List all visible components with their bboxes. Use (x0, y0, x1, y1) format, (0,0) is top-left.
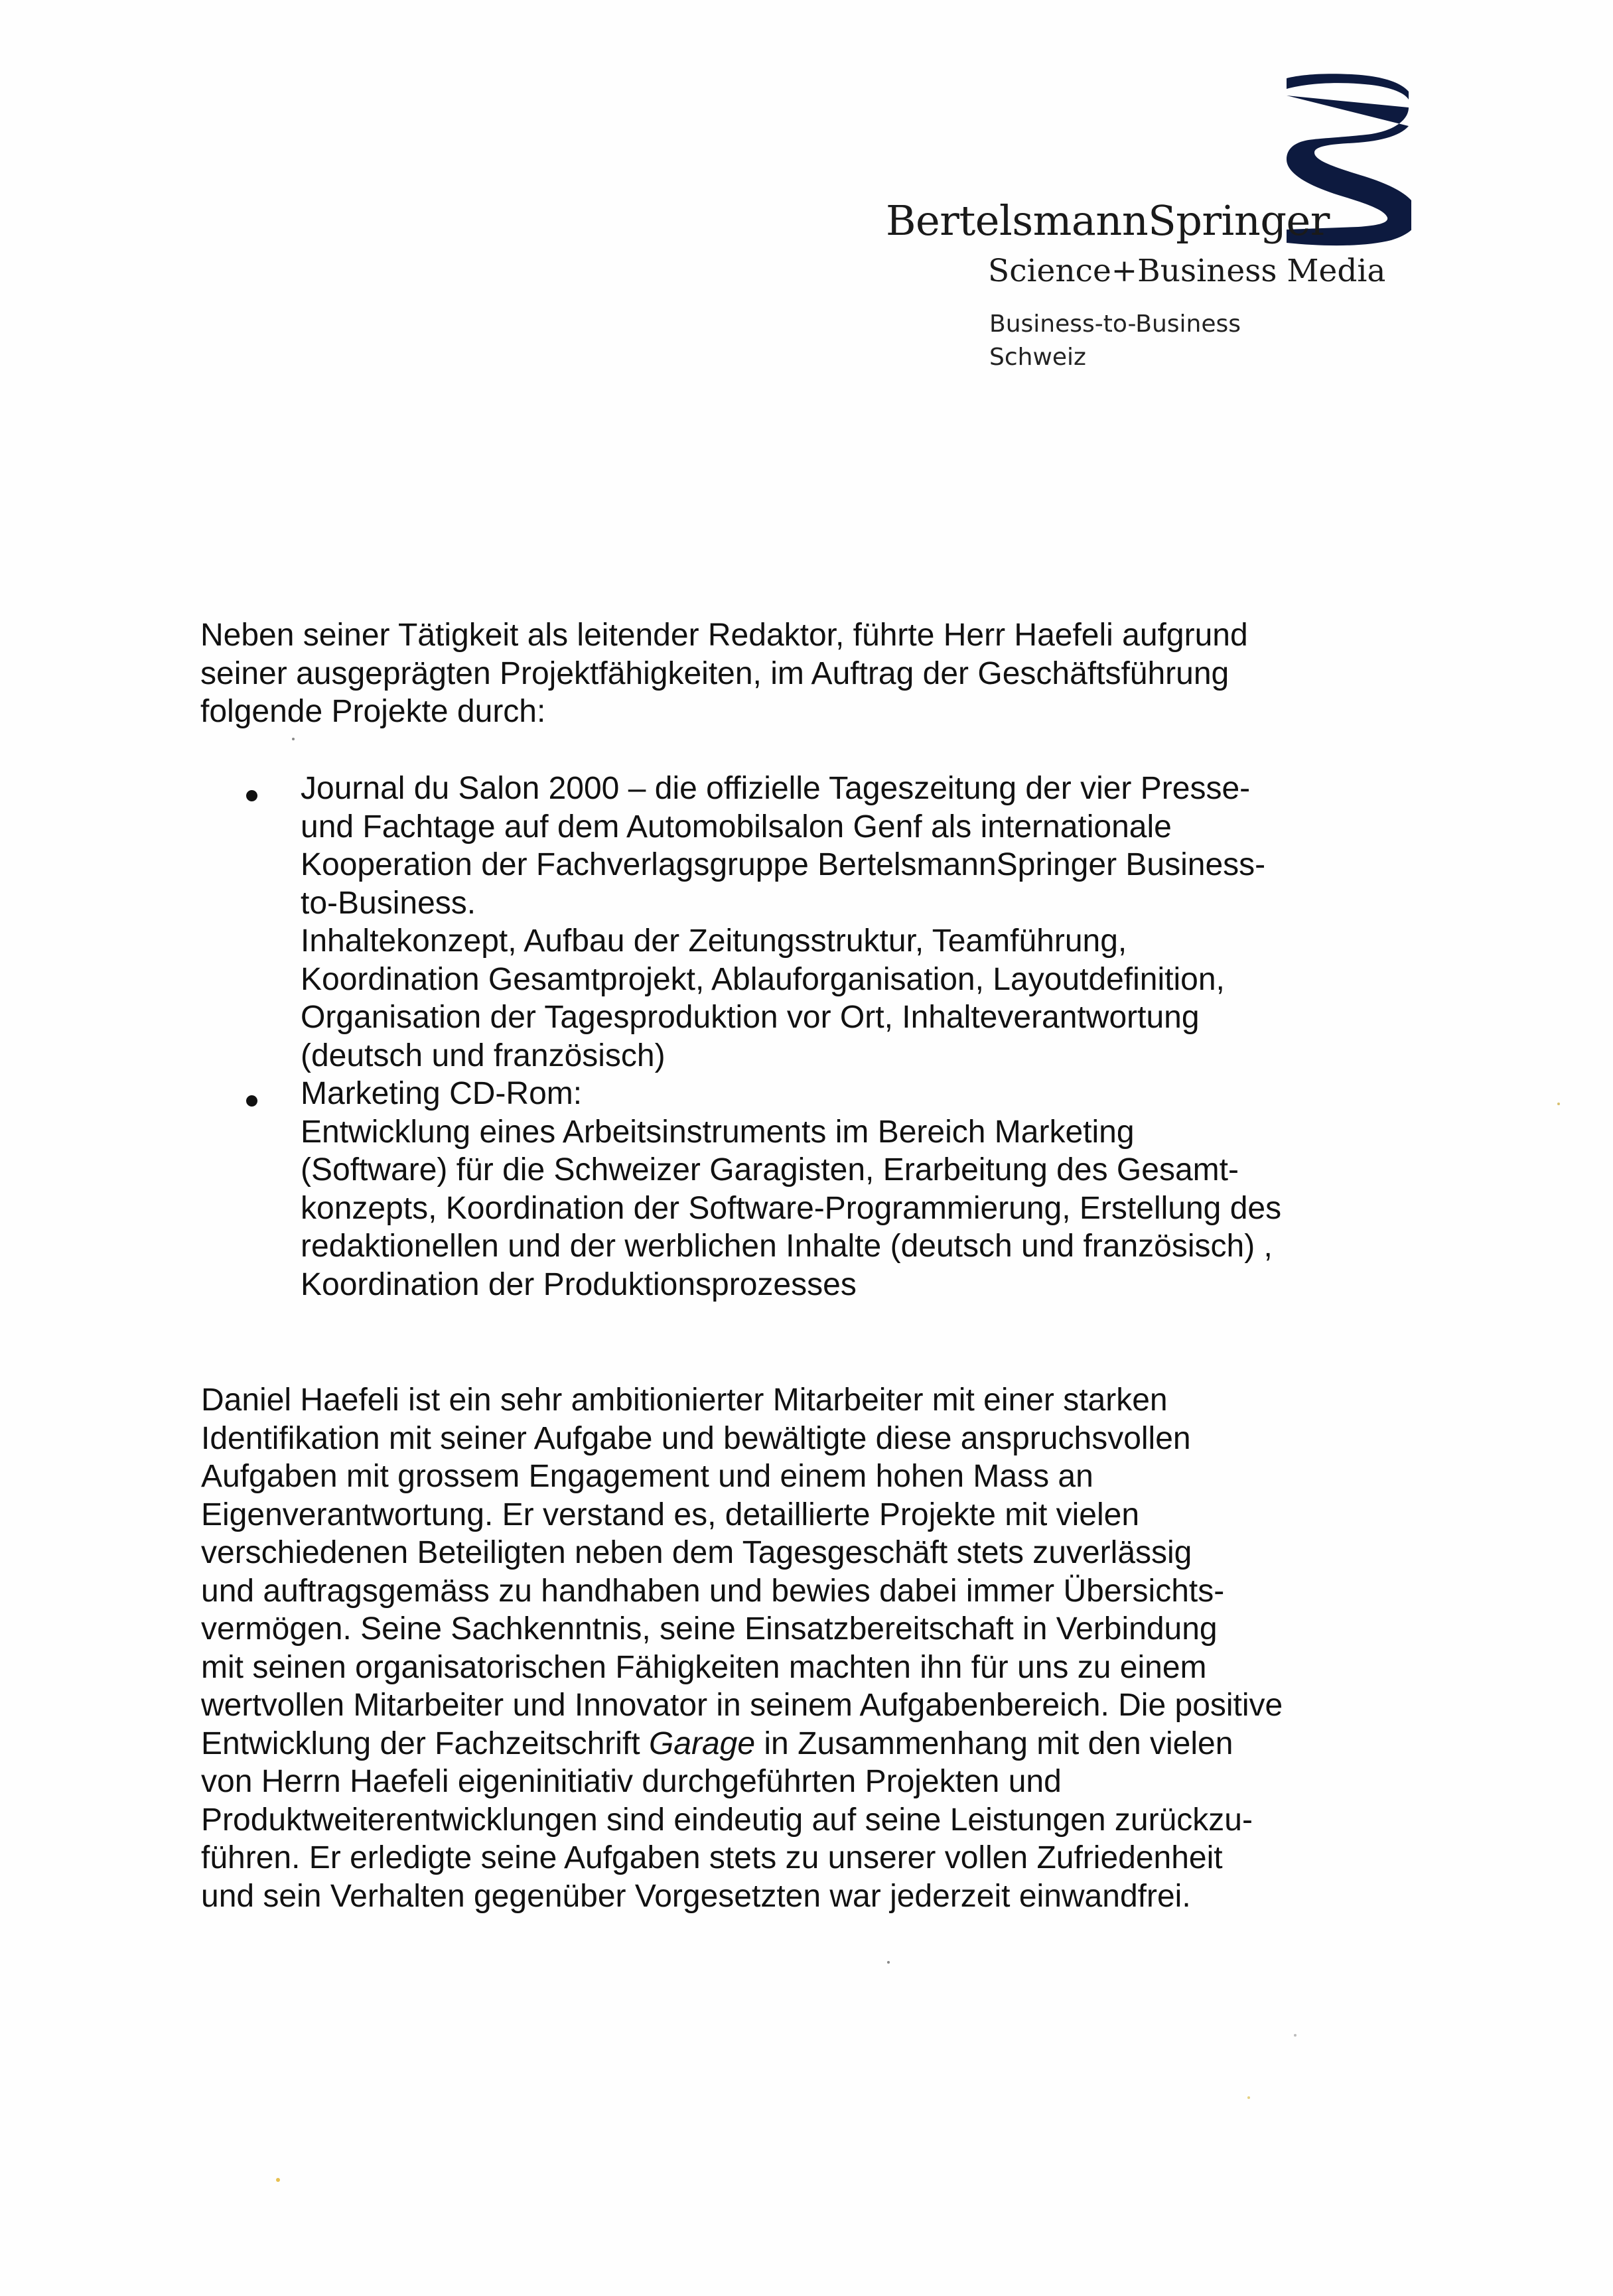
assessment-line: Daniel Haefeli ist ein sehr ambitionierter Mitarbeiter mit einer starken (201, 1383, 1168, 1418)
magazine-line-start: Entwicklung der Fachzeitschrift (201, 1725, 649, 1761)
assessment-line: und auftragsgemäss zu handhaben und bewies dabei immer Übersichts- (201, 1573, 1225, 1609)
scan-speck (276, 2178, 280, 2182)
project-line: Koordination der Produktionsprozesses (301, 1266, 857, 1302)
business-unit-line: Business-to-Business (989, 310, 1241, 338)
magazine-name: Garage (648, 1725, 756, 1761)
project-line: Entwicklung eines Arbeitsinstruments im Bereich Marketing (301, 1114, 1135, 1150)
brand-subline: Science+Business Media (988, 253, 1386, 289)
assessment-line: vermögen. Seine Sachkenntnis, seine Einsatzbereitschaft in Verbindung (201, 1611, 1218, 1647)
assessment-line: Eigenverantwortung. Er verstand es, detaillierte Projekte mit vielen (201, 1497, 1140, 1532)
project-line: Inhaltekonzept, Aufbau der Zeitungsstruktur, Teamführung, (301, 923, 1127, 959)
business-unit-country: Schweiz (989, 344, 1086, 371)
project-line: to-Business. (301, 885, 476, 921)
project-line: Marketing CD-Rom: (301, 1076, 583, 1111)
project-line: Organisation der Tagesproduktion vor Ort, Inhalteverantwortung (301, 1000, 1200, 1035)
project-line: (Software) für die Schweizer Garagisten, Erarbeitung des Gesamt- (301, 1152, 1239, 1187)
project-line: Kooperation der Fachverlagsgruppe BertelsmannSpringer Business- (301, 847, 1266, 882)
assessment-line: Identifikation mit seiner Aufgabe und bewältigte diese anspruchsvollen (201, 1420, 1191, 1456)
intro-line: seiner ausgeprägten Projektfähigkeiten, im Auftrag der Geschäftsführung (200, 655, 1229, 691)
intro-line: folgende Projekte durch: (200, 694, 546, 729)
intro-line: Neben seiner Tätigkeit als leitender Redaktor, führte Herr Haefeli aufgrund (200, 618, 1248, 653)
assessment-line: wertvollen Mitarbeiter und Innovator in seinem Aufgabenbereich. Die positive (201, 1688, 1283, 1723)
scan-speck (1247, 2096, 1250, 2099)
scan-speck (292, 738, 295, 740)
assessment-line: führen. Er erledigte seine Aufgaben stets zu unserer vollen Zufriedenheit (201, 1840, 1223, 1875)
assessment-paragraph (201, 1381, 1362, 1915)
assessment-line-magazine (201, 1725, 1362, 1763)
magazine-line-end: in Zusammenhang mit den vielen (755, 1725, 1233, 1761)
project-line: und Fachtage auf dem Automobilsalon Genf als internationale (301, 809, 1172, 844)
letterhead (863, 73, 1526, 405)
project-line: Koordination Gesamtprojekt, Ablauforganisation, Layoutdefinition, (301, 961, 1225, 997)
assessment-line: und sein Verhalten gegenüber Vorgesetzten war jederzeit einwandfrei. (201, 1878, 1191, 1914)
project-item-journal-du-salon (245, 770, 1373, 1075)
project-line: konzepts, Koordination der Software-Programmierung, Erstellung des (301, 1190, 1282, 1226)
brand-name: BertelsmannSpringer (886, 196, 1330, 245)
assessment-line: Aufgaben mit grossem Engagement und einem hohen Mass an (201, 1459, 1093, 1494)
scan-speck (1557, 1103, 1560, 1105)
project-line: redaktionellen und der werblichen Inhalte (deutsch und französisch) , (301, 1229, 1273, 1264)
project-item-marketing-cd-rom (245, 1075, 1373, 1304)
project-list (245, 770, 1373, 1304)
intro-paragraph (200, 616, 1362, 731)
scan-speck (887, 1961, 890, 1964)
bullet-icon (246, 1095, 257, 1107)
assessment-line: von Herrn Haefeli eigeninitiativ durchgeführten Projekten und (201, 1764, 1062, 1799)
bullet-icon (246, 790, 257, 801)
assessment-line: Produktweiterentwicklungen sind eindeutig auf seine Leistungen zurückzu- (201, 1802, 1253, 1838)
project-line: (deutsch und französisch) (301, 1038, 666, 1073)
assessment-line: mit seinen organisatorischen Fähigkeiten machten ihn für uns zu einem (201, 1649, 1207, 1685)
assessment-line: verschiedenen Beteiligten neben dem Tagesgeschäft stets zuverlässig (201, 1535, 1192, 1570)
project-line: Journal du Salon 2000 – die offizielle Tageszeitung der vier Presse- (301, 771, 1251, 806)
scan-speck (1294, 2034, 1297, 2037)
